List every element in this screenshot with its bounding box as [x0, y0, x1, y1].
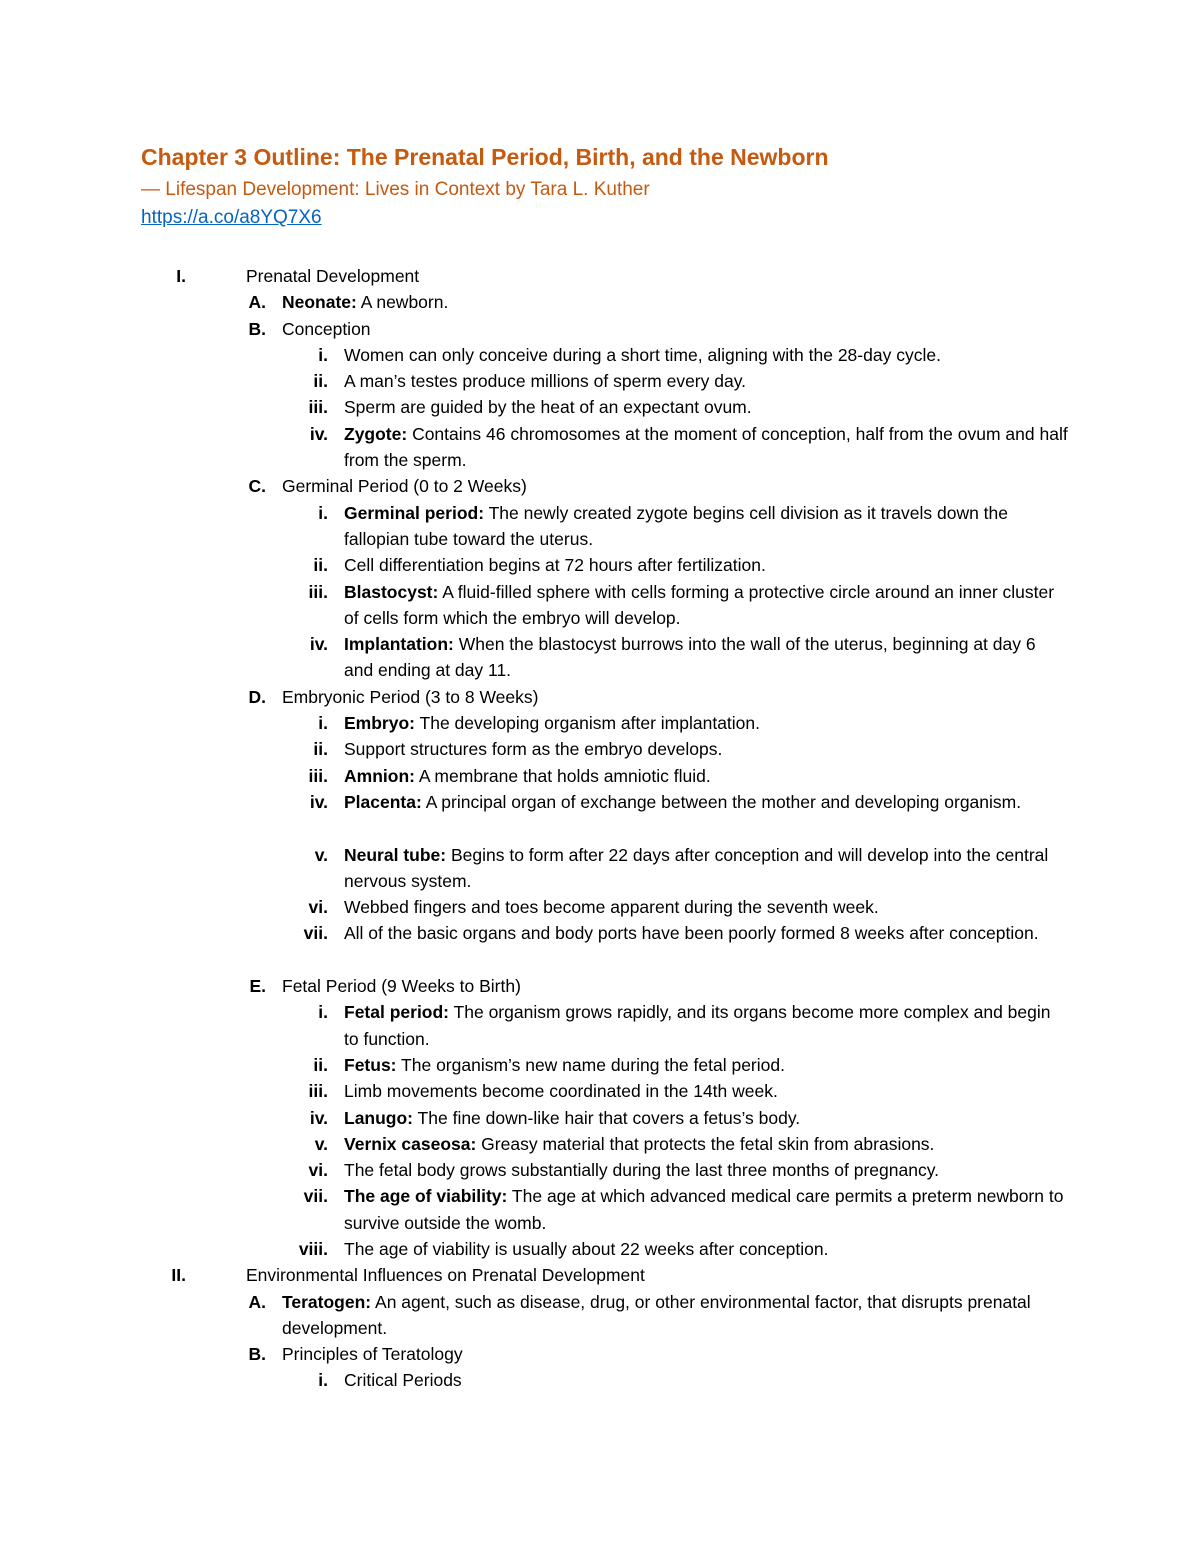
outline-item-body: [344, 1131, 1068, 1157]
outline-marker: ii.: [313, 739, 328, 760]
outline-text: The developing organism after implantation.: [414, 713, 761, 734]
outline-item-level-3: [0, 920, 1200, 973]
outline-item-level-3: [0, 1078, 1200, 1104]
outline-text: A membrane that holds amniotic fluid.: [414, 765, 711, 786]
outline-term: Implantation:: [344, 634, 454, 655]
outline-item-level-3: [0, 368, 1200, 394]
outline-text: Contains 46 chromosomes at the moment of conception, half from the ovum and half from the sperm.: [344, 423, 1068, 471]
outline-item-body: [344, 1078, 1068, 1104]
outline-item-level-2: [0, 684, 1200, 710]
outline-item-body: [246, 263, 1066, 289]
outline-item-level-3: [0, 1236, 1200, 1262]
outline-item-body: [344, 1052, 1068, 1078]
outline-item-body: [344, 368, 1068, 394]
outline-item-body: [344, 789, 1068, 815]
outline-term: Neonate:: [282, 292, 357, 313]
outline-marker: iii.: [308, 397, 328, 418]
outline-text: Cell differentiation begins at 72 hours after fertilization.: [344, 555, 766, 576]
outline-item-body: [282, 1289, 1072, 1342]
outline-item-body: [282, 473, 1072, 499]
outline-marker: viii.: [298, 1238, 328, 1259]
outline-term: Teratogen:: [282, 1291, 372, 1312]
outline-marker: B.: [248, 1344, 266, 1365]
outline-marker: iv.: [309, 634, 328, 655]
outline-marker: iii.: [308, 581, 328, 602]
outline-item-level-3: [0, 1052, 1200, 1078]
outline-list: [0, 263, 1200, 1394]
outline-item-level-3: [0, 999, 1200, 1052]
outline-item-level-2: [0, 1289, 1200, 1342]
outline-marker: ii.: [313, 371, 328, 392]
outline-marker: II.: [171, 1265, 186, 1286]
outline-item-level-1: [0, 263, 1200, 289]
outline-text: When the blastocyst burrows into the wall of the uterus, beginning at day 6 and ending at day 11.: [344, 634, 1036, 681]
outline-item-level-2: [0, 473, 1200, 499]
outline-term: Zygote:: [344, 423, 408, 444]
outline-text: Women can only conceive during a short time, aligning with the 28-day cycle.: [344, 344, 941, 365]
outline-item-body: [344, 1183, 1068, 1236]
outline-marker: iv.: [309, 423, 328, 444]
outline-marker: i.: [318, 713, 328, 734]
outline-term: Embryo:: [344, 713, 415, 734]
outline-text: The fetal body grows substantially during the last three months of pregnancy.: [344, 1160, 940, 1181]
outline-term: Placenta:: [344, 791, 422, 812]
outline-item-body: [344, 710, 1068, 736]
outline-item-level-3: [0, 894, 1200, 920]
outline-item-body: [344, 736, 1068, 762]
outline-term: Blastocyst:: [344, 581, 439, 602]
outline-term: Neural tube:: [344, 844, 447, 865]
outline-item-body: [344, 500, 1068, 553]
outline-text: The age at which advanced medical care permits a preterm newborn to survive outside the womb.: [344, 1186, 1064, 1233]
outline-item-body: [344, 1157, 1068, 1183]
outline-item-body: [344, 842, 1068, 895]
outline-item-level-3: [0, 1131, 1200, 1157]
outline-item-level-2: [0, 1341, 1200, 1367]
outline-marker: i.: [318, 502, 328, 523]
outline-text: Fetal Period (9 Weeks to Birth): [282, 976, 521, 997]
outline-item-body: [344, 552, 1068, 578]
outline-item-level-3: [0, 552, 1200, 578]
outline-item-level-3: [0, 710, 1200, 736]
outline-text: The organism grows rapidly, and its organs become more complex and begin to function.: [344, 1002, 1051, 1049]
outline-text: The fine down-like hair that covers a fetus’s body.: [413, 1107, 801, 1128]
outline-item-body: [282, 1341, 1072, 1367]
outline-item-body: [344, 920, 1068, 946]
outline-item-body: [344, 763, 1068, 789]
outline-text: Greasy material that protects the fetal skin from abrasions.: [476, 1133, 935, 1154]
outline-text: A man’s testes produce millions of sperm every day.: [344, 371, 747, 392]
outline-item-level-2: [0, 289, 1200, 315]
outline-term: Germinal period:: [344, 502, 485, 523]
outline-marker: ii.: [313, 1054, 328, 1075]
outline-item-body: [344, 1105, 1068, 1131]
outline-item-body: [344, 1367, 1068, 1393]
outline-item-level-3: [0, 763, 1200, 789]
outline-marker: v.: [314, 844, 328, 865]
outline-item-body: [344, 421, 1068, 474]
outline-term: Fetus:: [344, 1054, 397, 1075]
outline-item-body: [344, 631, 1068, 684]
outline-item-level-3: [0, 631, 1200, 684]
outline-text: An agent, such as disease, drug, or other environmental factor, that disrupts prenatal development.: [282, 1291, 1031, 1338]
outline-marker: iii.: [308, 1081, 328, 1102]
outline-item-body: [344, 894, 1068, 920]
outline-text: Embryonic Period (3 to 8 Weeks): [282, 686, 539, 707]
outline-item-body: [282, 973, 1072, 999]
outline-item-level-2: [0, 316, 1200, 342]
outline-text: Limb movements become coordinated in the 14th week.: [344, 1081, 778, 1102]
outline-item-level-3: [0, 1183, 1200, 1236]
source-link[interactable]: https://a.co/a8YQ7X6: [141, 207, 322, 228]
outline-marker: I.: [176, 266, 186, 286]
outline-marker: vii.: [303, 1186, 328, 1207]
outline-text: Germinal Period (0 to 2 Weeks): [282, 476, 527, 497]
outline-item-body: [344, 342, 1068, 368]
outline-marker: i.: [318, 1370, 328, 1391]
outline-marker: vii.: [303, 923, 328, 944]
outline-item-body: [344, 394, 1068, 420]
outline-marker: D.: [248, 686, 266, 707]
outline-text: Critical Periods: [344, 1370, 462, 1391]
outline-marker: vi.: [308, 897, 328, 918]
outline-marker: iii.: [308, 765, 328, 786]
outline-item-level-3: [0, 500, 1200, 553]
outline-text: A principal organ of exchange between the mother and developing organism.: [421, 791, 1022, 812]
outline-marker: B.: [248, 318, 266, 339]
outline-item-level-3: [0, 842, 1200, 895]
outline-item-level-3: [0, 579, 1200, 632]
outline-text: The organism’s new name during the fetal period.: [396, 1054, 785, 1075]
outline-item-body: [282, 684, 1072, 710]
outline-term: Vernix caseosa:: [344, 1133, 477, 1154]
outline-item-body: [282, 316, 1072, 342]
outline-text: Begins to form after 22 days after conception and will develop into the central nervous system.: [344, 844, 1049, 891]
outline-marker: E.: [249, 976, 266, 997]
outline-term: Amnion:: [344, 765, 415, 786]
outline-item-level-3: [0, 1367, 1200, 1393]
document-title: Chapter 3 Outline: The Prenatal Period, Birth, and the Newborn: [141, 144, 829, 170]
outline-item-body: [344, 1236, 1068, 1262]
outline-term: Fetal period:: [344, 1002, 450, 1023]
outline-marker: vi.: [308, 1160, 328, 1181]
outline-marker: i.: [318, 1002, 328, 1023]
outline-item-body: [246, 1262, 1066, 1288]
outline-text: Prenatal Development: [246, 266, 420, 286]
outline-marker: i.: [318, 344, 328, 365]
outline-marker: iv.: [309, 791, 328, 812]
outline-item-body: [282, 289, 1072, 315]
outline-text: Environmental Influences on Prenatal Development: [246, 1265, 645, 1286]
outline-text: The age of viability is usually about 22 weeks after conception.: [344, 1238, 829, 1259]
outline-text: Principles of Teratology: [282, 1344, 463, 1365]
outline-text: A fluid-filled sphere with cells forming a protective circle around an inner cluster of cells form which the embryo will develop.: [344, 581, 1055, 628]
outline-text: Sperm are guided by the heat of an expectant ovum.: [344, 397, 752, 418]
outline-item-level-1: [0, 1262, 1200, 1288]
outline-item-level-3: [0, 789, 1200, 842]
outline-text: Conception: [282, 318, 371, 339]
outline-text: A newborn.: [356, 292, 449, 313]
outline-marker: A.: [248, 1291, 266, 1312]
outline-item-body: [344, 999, 1068, 1052]
outline-text: The newly created zygote begins cell division as it travels down the fallopian tube toward the uterus.: [344, 502, 1009, 549]
outline-marker: iv.: [309, 1107, 328, 1128]
outline-text: All of the basic organs and body ports have been poorly formed 8 weeks after conception.: [344, 923, 1039, 944]
outline-item-level-3: [0, 342, 1200, 368]
outline-marker: v.: [314, 1133, 328, 1154]
outline-item-level-2: [0, 973, 1200, 999]
outline-item-level-3: [0, 421, 1200, 474]
outline-term: The age of viability:: [344, 1186, 508, 1207]
outline-item-level-3: [0, 1105, 1200, 1131]
document-subtitle: — Lifespan Development: Lives in Context by Tara L. Kuther: [141, 179, 650, 200]
outline-term: Lanugo:: [344, 1107, 414, 1128]
outline-item-level-3: [0, 394, 1200, 420]
outline-marker: ii.: [313, 555, 328, 576]
outline-text: Webbed fingers and toes become apparent during the seventh week.: [344, 897, 879, 918]
outline-text: Support structures form as the embryo develops.: [344, 739, 723, 760]
outline-marker: C.: [248, 476, 266, 497]
outline-item-level-3: [0, 1157, 1200, 1183]
outline-marker: A.: [248, 292, 266, 313]
outline-item-level-3: [0, 736, 1200, 762]
outline-item-body: [344, 579, 1068, 632]
